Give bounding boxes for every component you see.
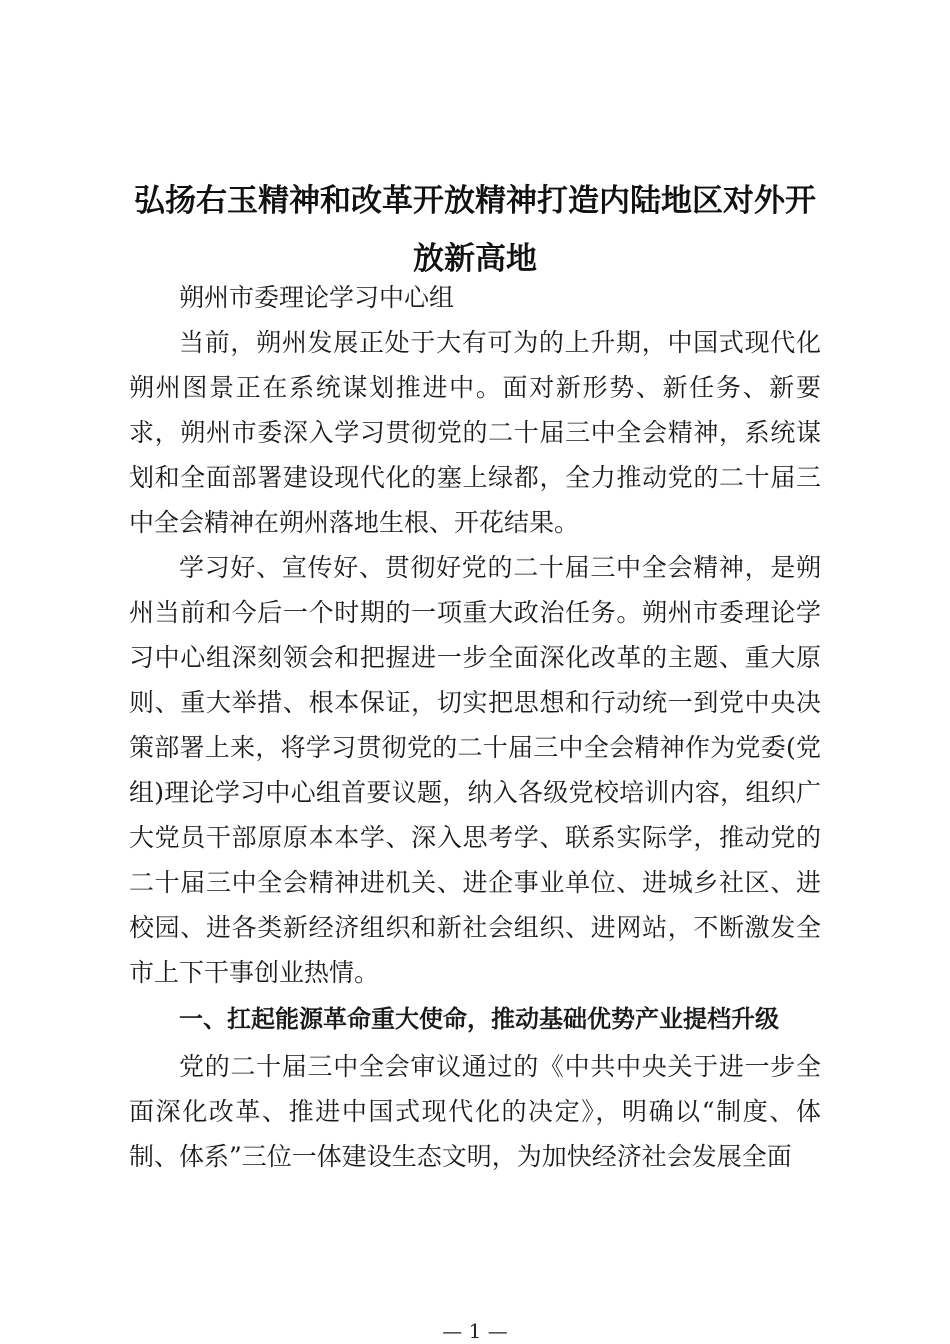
document-body	[129, 275, 821, 1179]
section-paragraph-1: 党的二十届三中全会审议通过的《中共中央关于进一步全面深化改革、推进中国式现代化的决定》，明确以“制度、体制、体系”三位一体建设生态文明，为加快经济社会发展全面	[129, 1052, 821, 1171]
section-heading-1: 一、扛起能源革命重大使命，推动基础优势产业提档升级	[179, 1005, 779, 1033]
body-paragraph-1: 当前，朔州发展正处于大有可为的上升期，中国式现代化朔州图景正在系统谋划推进中。面对新形势、新任务、新要求，朔州市委深入学习贯彻党的二十届三中全会精神，系统谋划和全面部署建设现代化的塞上绿都，全力推动党的二十届三中全会精神在朔州落地生根、开花结果。	[129, 328, 821, 537]
body-paragraph-2: 学习好、宣传好、贯彻好党的二十届三中全会精神，是朔州当前和今后一个时期的一项重大政治任务。朔州市委理论学习中心组深刻领会和把握进一步全面深化改革的主题、重大原则、重大举措、根本保证，切实把思想和行动统一到党中央决策部署上来，将学习贯彻党的二十届三中全会精神作为党委(党组)理论学习中心组首要议题，纳入各级党校培训内容，组织广大党员干部原原本本学、深入思考学、联系实际学，推动党的二十届三中全会精神进机关、进企事业单位、进城乡社区、进校园、进各类新经济组织和新社会组织、进网站，不断激发全市上下干事创业热情。	[129, 553, 821, 987]
author-line: 朔州市委理论学习中心组	[179, 283, 455, 312]
document-title: 弘扬右玉精神和改革开放精神打造内陆地区对外开放新高地	[134, 183, 816, 277]
page-number: — 1 —	[442, 1319, 508, 1343]
